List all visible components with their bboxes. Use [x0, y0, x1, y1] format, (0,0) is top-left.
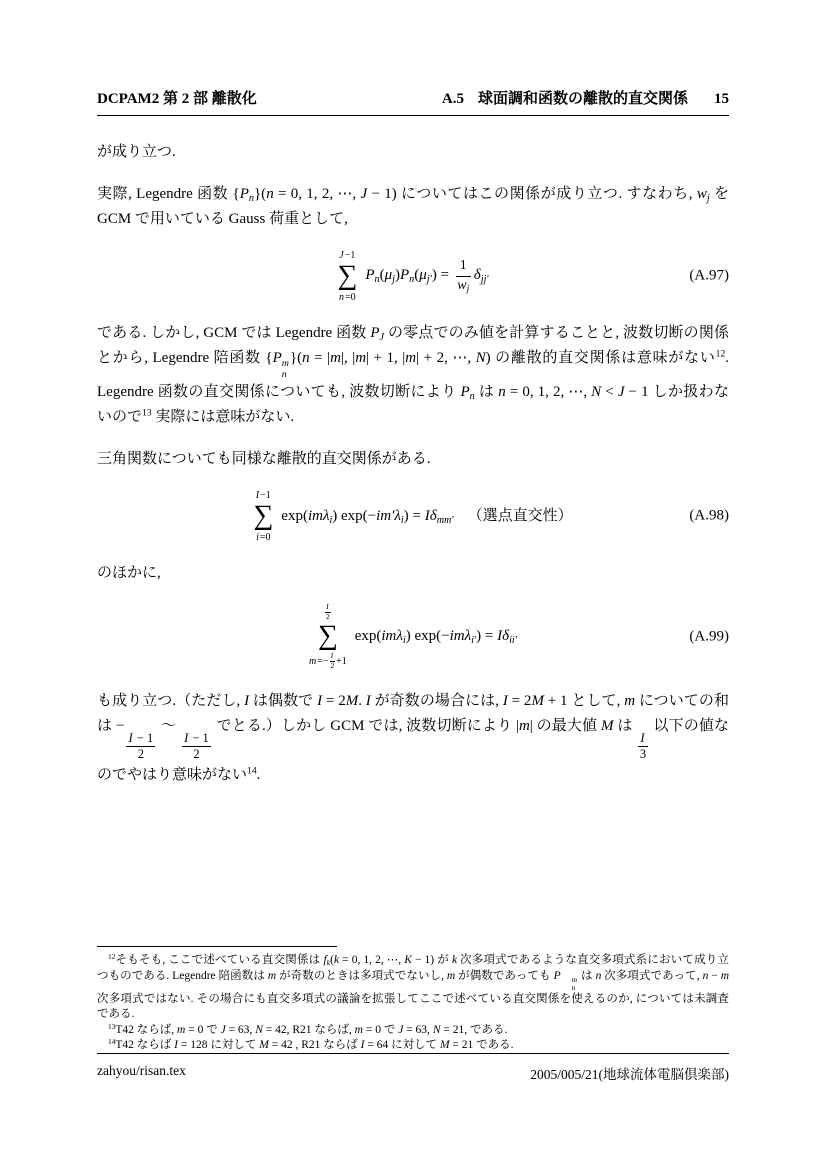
text-run: ( — [330, 954, 334, 966]
math-token: P — [399, 267, 410, 284]
text-run: そもそも, ここで述べている直交関係は — [115, 954, 324, 966]
text-run: $\frac{I - 1}{2}$ — [184, 730, 209, 762]
text-run: m — [405, 350, 417, 366]
tiny-fraction — [325, 603, 331, 621]
text-run: I — [502, 692, 508, 709]
text-run: は偶数で — [249, 692, 318, 709]
math-token: i — [402, 635, 406, 647]
sum-lower-limit: n =0 — [339, 291, 356, 303]
text-run: m — [330, 350, 341, 366]
text-run: = 2 — [322, 692, 346, 709]
equation-number: (A.98) — [689, 507, 729, 524]
equation-number: (A.99) — [689, 628, 729, 645]
text-run: を GCM で用いている Gauss 荷重として, — [97, 186, 729, 227]
text-run: k — [451, 954, 458, 966]
text-run: m n — [571, 974, 578, 992]
math-token: ) — [394, 267, 400, 284]
text-run: $\frac{I}{3}$ — [639, 730, 647, 762]
text-run: = 2 — [507, 692, 532, 709]
text-run: が成り立つ. — [97, 144, 176, 160]
math-token: ) exp(− — [332, 507, 377, 524]
sum-upper-limit: I −1 — [255, 489, 271, 501]
math-token: i′ — [471, 635, 477, 647]
paragraph — [97, 689, 729, 788]
text-run: j — [706, 192, 710, 204]
fraction-denominator: 2 — [326, 611, 330, 621]
text-run: = 63, — [225, 1023, 256, 1036]
footnotes — [97, 946, 729, 1054]
page-header — [97, 87, 729, 116]
text-run: = 63, — [403, 1023, 433, 1036]
text-run: 次多項式であって, — [601, 969, 703, 982]
text-run: m — [446, 969, 456, 982]
text-run: n — [302, 350, 310, 366]
equation-body — [365, 257, 488, 294]
math-token: n — [409, 274, 415, 286]
text-run: n — [266, 186, 274, 202]
section-title: 球面調和函数の離散的直交関係 — [477, 91, 688, 107]
text-run: J — [379, 331, 385, 343]
text-run: が偶数であっても — [455, 969, 554, 982]
text-run: = 0, 1, 2, ⋯, — [505, 384, 592, 401]
text-run: − 1) についてはこの関係が成り立つ. すなわち, — [367, 186, 697, 202]
equation-a97 — [97, 249, 729, 303]
footer-date-credit: 2005/005/21(地球流体電脳倶楽部) — [530, 1067, 729, 1082]
text-run: は — [613, 717, 637, 734]
math-token: ) = — [431, 267, 453, 284]
text-run: { — [232, 186, 240, 202]
fraction-denominator — [457, 277, 469, 295]
summation-operator — [337, 250, 357, 303]
text-run: P — [272, 350, 282, 366]
footnote-marker: 13 — [108, 1021, 116, 1031]
text-run: | の最大値 — [529, 717, 602, 734]
text-run: J — [360, 186, 368, 202]
paragraph — [97, 447, 729, 472]
text-run: = 0, 1, 2, ⋯, — [339, 954, 405, 966]
paragraph — [97, 182, 729, 232]
text-run: M — [345, 692, 359, 709]
text-run: I — [317, 692, 323, 709]
text-run: }( — [253, 186, 267, 202]
text-run: ) の離散的直交関係は意味がない — [485, 350, 716, 366]
text-run: P — [553, 969, 561, 982]
text-run: | + 2, ⋯, — [416, 350, 476, 366]
text-run: = 42, R21 ならば, — [262, 1023, 355, 1036]
sigma-symbol: ∑ — [317, 620, 338, 652]
text-run: 次多項式ではない. その場合にも直交多項式の議論を拡張してここで述べている直交関係を使えるのか, については未調査である. — [97, 992, 729, 1021]
footnote-14 — [97, 1038, 729, 1054]
equation-a99 — [97, 603, 729, 671]
text-run: N — [432, 1023, 441, 1036]
fraction-numerator: 1 — [456, 257, 471, 276]
footnote-13 — [97, 1023, 729, 1039]
text-run: 以下の値なのでやはり意味がない — [97, 717, 729, 783]
text-run: についての和は − — [97, 692, 729, 734]
text-run: I — [360, 1039, 365, 1052]
text-run: でとる.）しかし GCM では, 波数切断により | — [212, 717, 519, 734]
text-run: は — [474, 384, 499, 401]
math-token: i — [329, 514, 333, 526]
equation-number: (A.97) — [689, 267, 729, 284]
text-run: である. しかし, GCM では Legendre 函数 — [97, 325, 371, 341]
text-run: T42 ならば, — [115, 1023, 178, 1036]
text-run: . Legendre 函数の直交関係についても, 波数切断により — [97, 350, 729, 401]
section-number: A.5 — [441, 91, 464, 107]
text-run: = 21 である. — [449, 1039, 514, 1052]
math-token: μ — [384, 267, 393, 284]
text-run: K — [404, 954, 412, 966]
text-run: = 0, 1, 2, ⋯, — [273, 186, 361, 202]
text-run: }( — [289, 350, 303, 366]
text-run: = 128 に対して — [177, 1039, 260, 1052]
math-token: n — [374, 274, 380, 286]
text-run: I — [244, 692, 250, 709]
math-token: ( — [379, 267, 385, 284]
math-token: imλ — [307, 507, 330, 524]
math-token: P — [365, 267, 375, 284]
math-token: m=− — [309, 656, 329, 668]
math-token: ( — [414, 267, 420, 284]
math-token: ) = — [403, 507, 425, 524]
text-run: w — [696, 186, 707, 202]
math-token: exp( — [354, 628, 382, 645]
math-token: jj′ — [480, 274, 489, 286]
text-run: M — [259, 1039, 269, 1052]
text-run: ～ — [157, 717, 181, 734]
text-run: n — [469, 391, 475, 403]
text-run: k — [326, 958, 331, 968]
text-run: M — [531, 692, 544, 709]
document-part-title: DCPAM2 第 2 部 離散化 — [97, 91, 257, 107]
text-run: 三角関数についても同様な離散的直交関係がある. — [97, 451, 431, 468]
text-run: + 1 として, — [543, 692, 625, 709]
sum-lower-limit — [309, 652, 347, 670]
sum-upper-limit: J −1 — [339, 249, 356, 261]
text-run: . — [358, 692, 366, 709]
text-run: が奇数の場合には, — [370, 692, 503, 709]
text-run: T42 ならば — [115, 1039, 175, 1052]
text-run: I — [174, 1039, 178, 1052]
equation-note: （選点直交性） — [467, 507, 573, 524]
footnote-marker: 12 — [108, 951, 116, 961]
equation-body — [355, 624, 517, 649]
footnote-marker: 14 — [108, 1037, 116, 1047]
text-run: − 1 しか扱わないので — [97, 384, 729, 426]
text-run: J — [220, 1023, 226, 1036]
sigma-symbol: ∑ — [337, 259, 358, 291]
math-token: imλ — [381, 628, 403, 645]
text-run: = 42 , R21 ならば — [268, 1039, 361, 1052]
text-run: N — [475, 350, 486, 366]
text-run: M — [439, 1039, 450, 1052]
footnote-12 — [97, 953, 729, 1023]
text-run: < — [601, 384, 618, 401]
equation-body — [281, 504, 572, 529]
fraction-numerator: I — [330, 651, 334, 661]
source-file-name: zahyou/risan.tex — [97, 1063, 186, 1078]
text-run: |, | — [340, 350, 356, 366]
math-token: exp( — [281, 507, 308, 524]
header-right — [442, 87, 729, 108]
fraction-numerator: I — [326, 602, 329, 612]
text-run: f — [323, 954, 327, 966]
text-run: m — [267, 969, 277, 982]
equation-a98 — [97, 489, 729, 543]
text-run: n — [595, 969, 602, 982]
page-body — [97, 140, 729, 805]
text-run: n — [248, 192, 254, 204]
paragraph — [97, 140, 729, 165]
text-run: I — [365, 692, 371, 709]
text-run: も成り立つ.（ただし, — [97, 692, 245, 709]
text-run: 実際, Legendre 函数 — [97, 186, 233, 202]
text-run: m n — [281, 358, 289, 380]
text-run: | + 1, | — [366, 350, 406, 366]
text-run: n — [498, 384, 506, 401]
text-run: m — [624, 692, 636, 709]
math-token: j — [392, 274, 395, 286]
math-token: μ — [419, 267, 427, 284]
math-token: i — [400, 514, 404, 526]
sum-upper-limit — [324, 603, 332, 621]
math-token: ) = — [476, 628, 498, 645]
text-run: のほかに, — [97, 565, 161, 582]
text-run: は — [578, 969, 596, 982]
text-run: N — [255, 1023, 263, 1036]
text-run: = 64 に対して — [364, 1039, 440, 1052]
math-token: Iδ — [497, 628, 510, 645]
text-run: . — [256, 766, 261, 783]
summation-operator — [253, 490, 273, 543]
text-run: = | — [309, 350, 331, 366]
text-run: 実際には意味がない. — [151, 409, 295, 426]
text-run: P — [460, 384, 470, 401]
text-run: n — [702, 969, 709, 982]
math-token: mm′ — [436, 514, 454, 526]
page-footer — [97, 1053, 729, 1083]
math-token: +1 — [336, 656, 347, 668]
text-run: P — [239, 186, 249, 202]
math-token: j — [466, 284, 470, 295]
text-run: m — [177, 1023, 186, 1036]
text-run: k — [333, 954, 340, 966]
text-run: = 21, である. — [440, 1023, 508, 1036]
text-run: = 0 で — [185, 1023, 221, 1036]
text-run: m — [518, 717, 530, 734]
math-token: w — [457, 277, 467, 293]
text-run: m — [355, 350, 367, 366]
page-number: 15 — [714, 91, 729, 107]
text-run: { — [265, 350, 273, 366]
text-run: P — [370, 325, 380, 341]
fraction-denominator: 2 — [330, 661, 335, 671]
text-run: が奇数のときは多項式でないし, — [276, 969, 447, 982]
text-run: m — [354, 1023, 363, 1036]
text-run: = 0 で — [362, 1023, 399, 1036]
math-token: im′λ — [376, 507, 401, 524]
text-run: J — [617, 384, 625, 401]
text-run: − — [708, 969, 721, 982]
text-run: J — [398, 1023, 404, 1036]
footnote-marker: 13 — [142, 407, 152, 419]
text-run: − 1) が — [411, 954, 452, 966]
sum-lower-limit: i =0 — [256, 531, 271, 543]
text-run: 次多項式であるような直交多項式系において成り立つものである. Legendre 陪函数は — [97, 954, 729, 982]
math-token: ) exp(− — [405, 628, 450, 645]
paragraph — [97, 561, 729, 586]
math-token: j′ — [426, 274, 432, 286]
summation-operator — [309, 603, 347, 671]
footnote-marker: 14 — [247, 765, 257, 777]
text-run: N — [591, 384, 602, 401]
sigma-symbol: ∑ — [253, 499, 274, 531]
footnote-marker: 12 — [715, 348, 726, 360]
math-token: δ — [473, 267, 481, 284]
text-run: $\frac{I - 1}{2}$ — [128, 730, 154, 762]
paragraph — [97, 321, 729, 430]
math-token: ii′ — [509, 635, 517, 647]
fraction — [456, 257, 471, 294]
math-token: Iδ — [424, 507, 437, 524]
text-run: M — [601, 717, 614, 734]
tiny-fraction — [330, 652, 336, 670]
text-run: の零点でのみ値を計算することと, 波数切断の関係とから, Legendre 陪函数 — [97, 325, 729, 366]
footnote-rule — [97, 946, 337, 947]
math-token: imλ — [449, 628, 472, 645]
text-run: m — [720, 969, 730, 982]
